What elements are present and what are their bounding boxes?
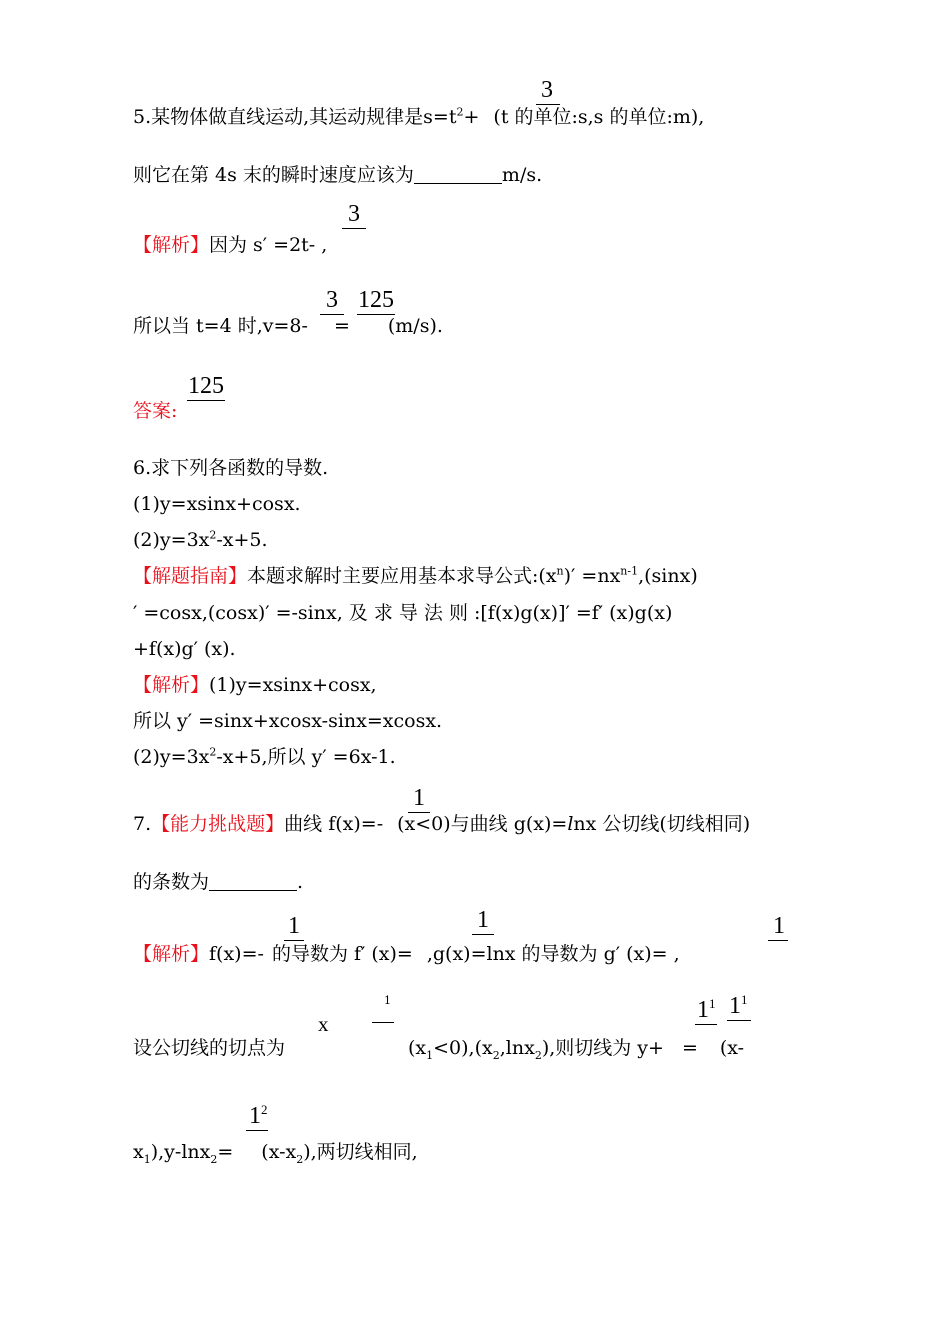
solution-tag: 【解析】 [133,943,210,965]
q5-solution-line-1: 【解析】因为 s′ =2t- , [133,234,328,256]
q6-part-1: (1)y=xsinx+cosx. [133,493,301,515]
q5-answer-fraction-numerator: 125 [188,373,224,399]
q7-sol-x-char: x [318,1012,329,1036]
q7-answer-blank[interactable] [209,872,297,891]
q7-sol-fraction6-bar [246,1130,268,1131]
q7-solution-line-2a: 设公切线的切点为 [133,1037,286,1059]
q5-answer-label: 答案: [133,400,178,422]
q7-sol-fraction4-bar [695,1024,717,1025]
guide-tag: 【解题指南】 [133,565,248,587]
q5-line-2: 则它在第 4s 末的瞬时速度应该为 m/s. [133,164,543,186]
q7-sol-fraction6-numerator: $1^2$ [249,1102,268,1129]
q5-sol-fraction3-numerator: 125 [358,287,394,313]
q5-fraction-numerator: 3 [541,77,553,103]
q6-guide-line-3: +f(x)g′ (x). [133,638,236,660]
q7-solution-line-3: $x_1),y-\ln x_2= (x-x_2)$,两切线相同, [133,1141,418,1166]
q7-sol-fraction1-numerator: 1 [288,913,300,939]
q5-sol-fraction1-numerator: 3 [348,201,360,227]
q7-sol-fraction4-numerator: $1^1$ [697,996,716,1023]
q6-part-2: $(2)y=3x^2-x+5$. [133,528,268,551]
q6-title: 6.求下列各函数的导数. [133,457,329,479]
q7-sol-fraction3-numerator: 1 [773,913,785,939]
q5-line-1: 5.某物体做直线运动,其运动规律是$s=t^2+ (t$ 的单位:s,s 的单位:m), [133,105,705,128]
q6-solution-line-1: 【解析】(1)y=xsinx+cosx, [133,674,377,696]
solution-tag: 【解析】 [133,234,210,256]
q6-solution-line-3: $(2)y=3x^2-x+5$,所以 y′ =6x-1. [133,745,396,768]
q5-answer-fraction-bar [187,400,225,401]
q5-fraction-bar [536,104,560,105]
q7-sol-fraction2-numerator: 1 [477,907,489,933]
q7-sol-tiny-one: 1 [384,994,391,1007]
challenge-tag: 【能力挑战题】 [151,813,285,835]
q7-sol-small-bar [372,1022,394,1023]
q7-sol-fraction5-bar [727,1020,751,1021]
q6-solution-line-2: 所以 y′ =sinx+xcosx-sinx=xcosx. [133,710,443,732]
q7-fraction-numerator: 1 [413,785,425,811]
q6-guide-line-1: 【解题指南】本题求解时主要应用基本求导公式$:(x^n)' =nx^{n-1},(\sin x)$ [133,564,698,587]
q5-solution-line-2: 所以当 t=4 时,v=8- = (m/s). [133,315,443,337]
q5-sol-fraction2-numerator: 3 [326,287,338,313]
q7-sol-fraction5-numerator: $1^1$ [729,992,748,1019]
q6-guide-line-2: ′ =cosx,(cosx)′ =-sinx, 及 求 导 法 则 :[f(x)g(x)]′ =f′ (x)g(x) [133,602,673,624]
solution-tag: 【解析】 [133,674,210,696]
q7-solution-line-2b: $(x_1<0),(x_2,\ln x_2)$,则切线为 y+ = (x- [408,1037,745,1062]
q7-sol-fraction3-bar [768,940,788,941]
q7-line-2: 的条数为 . [133,871,304,893]
q5-sol-fraction1-bar [342,228,366,229]
q7-line-1: 7.【能力挑战题】曲线 f(x)=- (x<0)与曲线 g(x)=lnx 公切线(切线相同) [133,813,751,835]
q7-sol-fraction1-bar [284,940,304,941]
q5-answer-blank[interactable] [414,165,502,184]
q7-sol-fraction2-bar [472,934,494,935]
q7-solution-line-1: 【解析】f(x)=- 的导数为 f′ (x)= ,g(x)=lnx 的导数为 g′ (x)= , [133,943,680,965]
